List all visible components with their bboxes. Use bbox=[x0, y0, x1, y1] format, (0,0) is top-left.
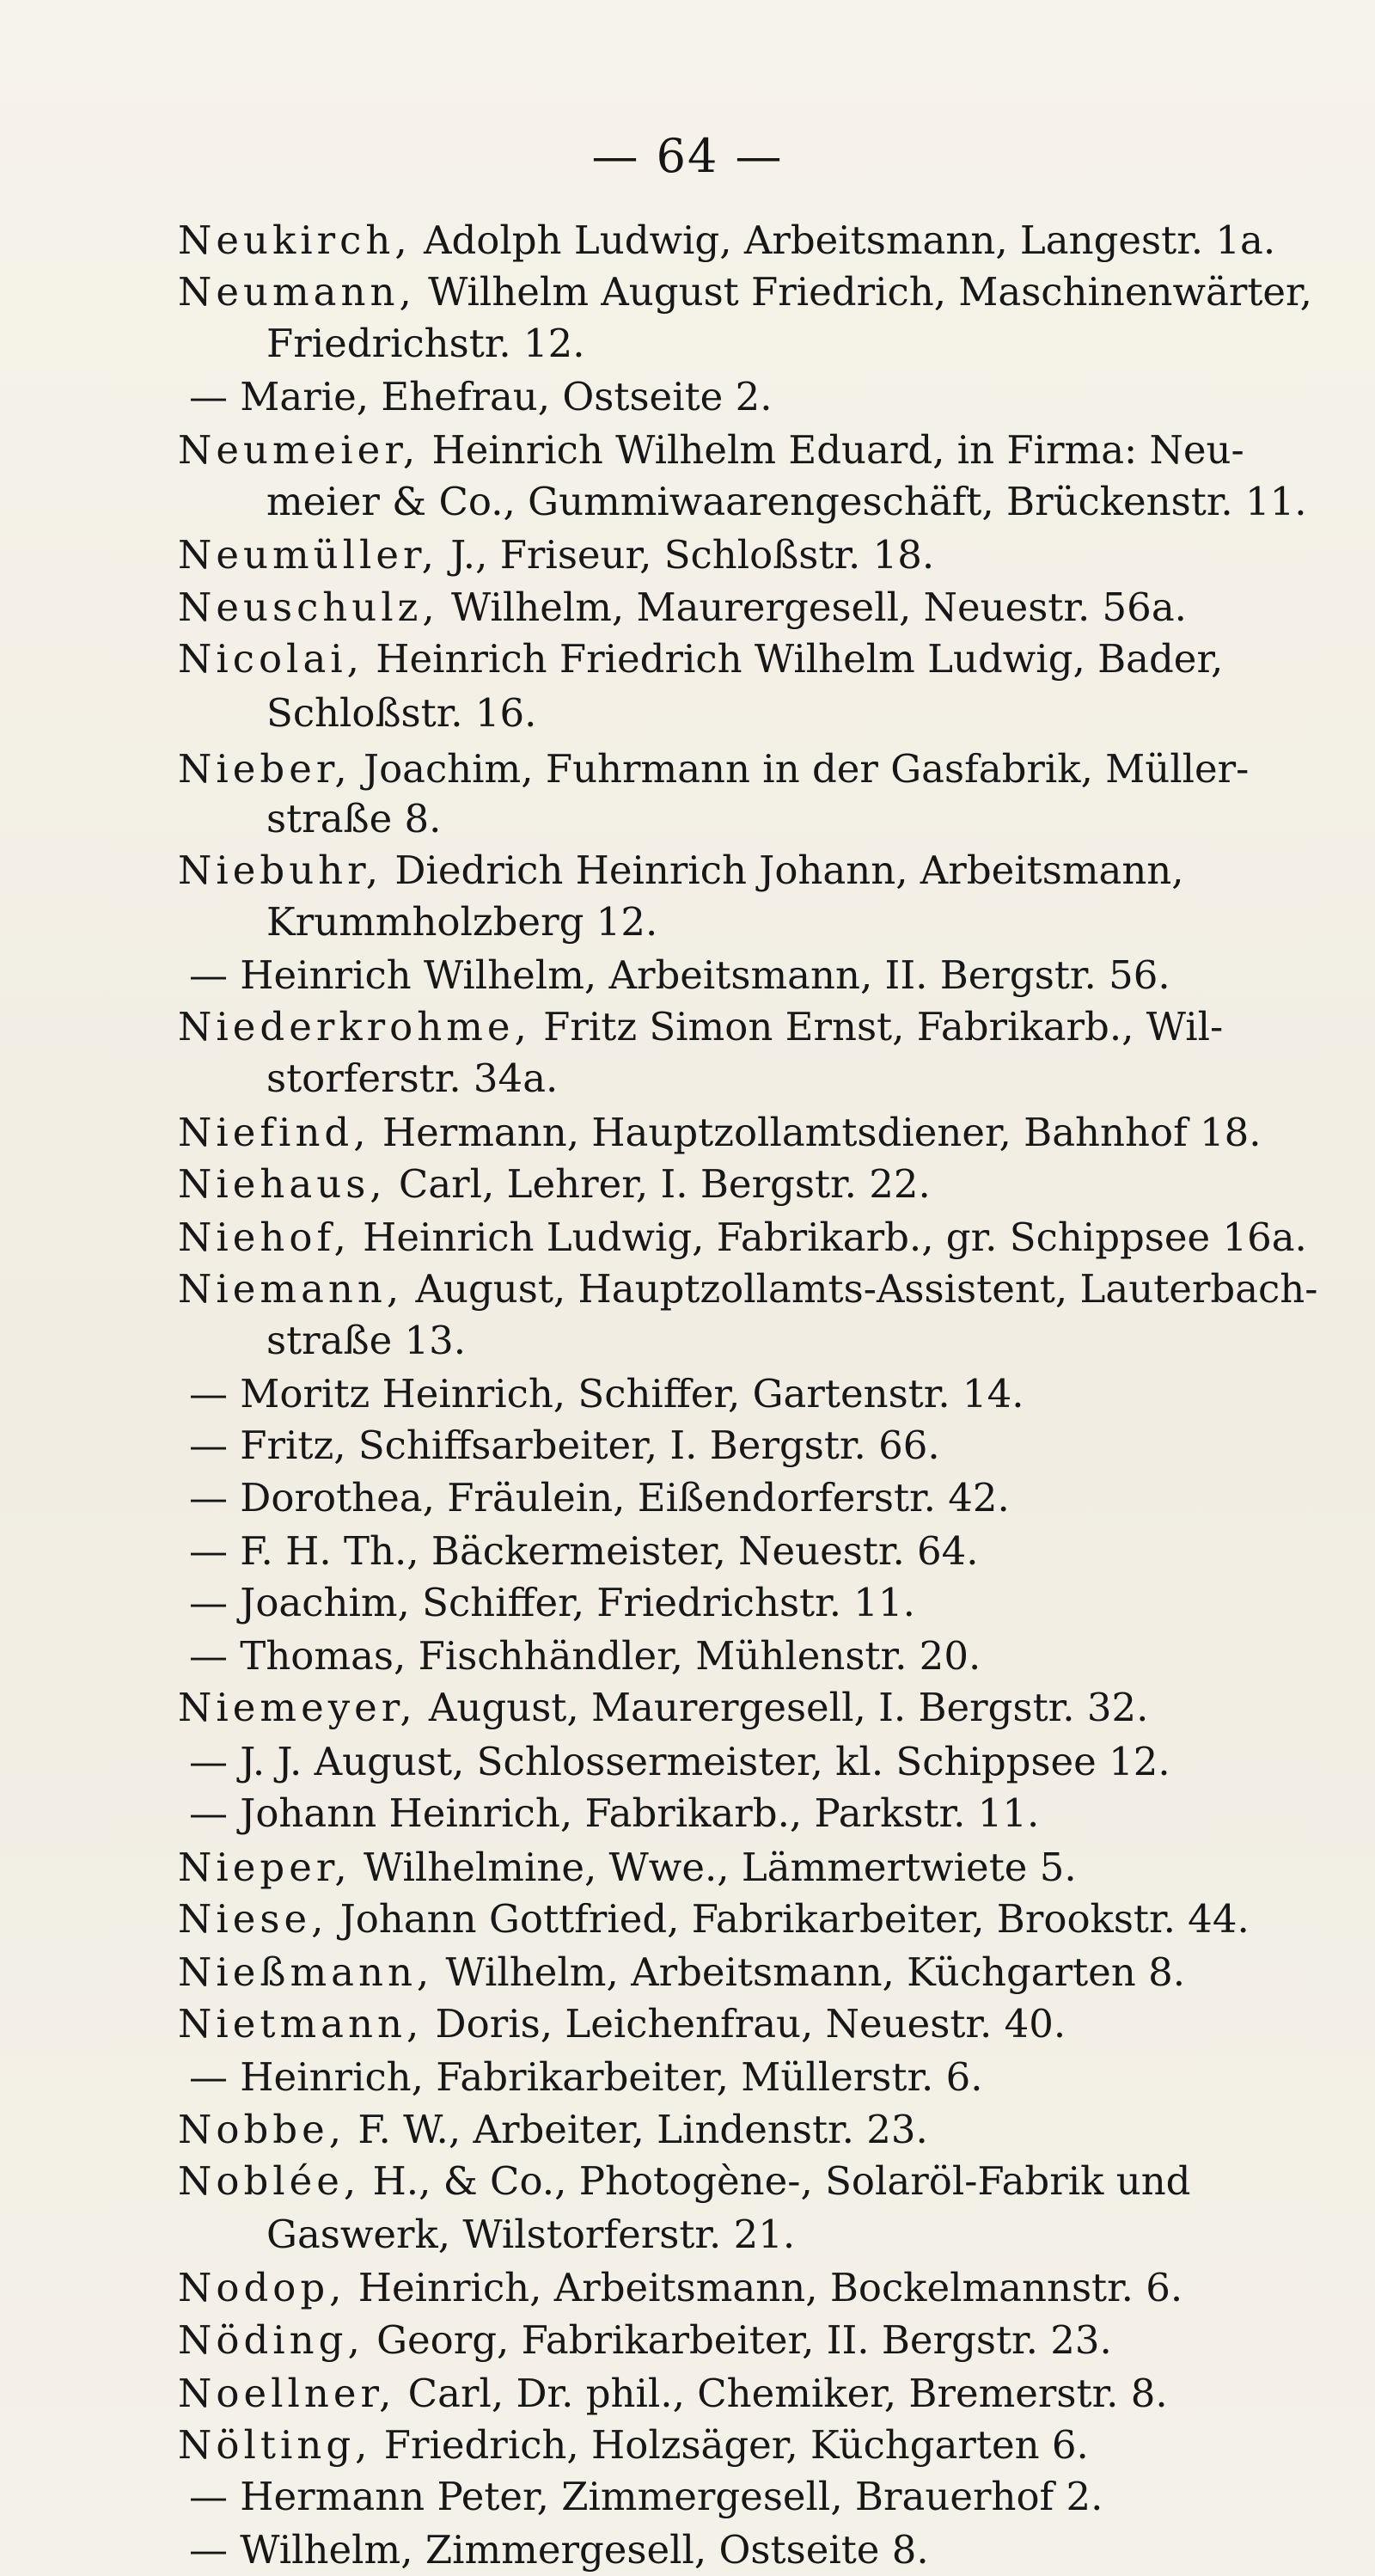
entry-line bbox=[178, 1682, 1148, 1734]
entry-line bbox=[178, 1998, 1066, 2050]
entry-text: — Marie, Ehefrau, Ostseite 2. bbox=[189, 374, 773, 419]
entry-text: Doris, Leichenfrau, Neuestr. 40. bbox=[423, 2001, 1066, 2047]
entry-text: Wilhelm, Maurergesell, Neuestr. 56a. bbox=[438, 584, 1187, 630]
entry-surname: Nicolai, bbox=[178, 636, 364, 682]
entry-text: — Heinrich Wilhelm, Arbeitsmann, II. Bergstr. 56. bbox=[189, 952, 1170, 998]
entry-surname: Nölting, bbox=[178, 2422, 372, 2468]
entry-surname: Neumeier, bbox=[178, 427, 420, 473]
entry-line bbox=[178, 1212, 1307, 1264]
entry-text: Fritz Simon Ernst, Fabrikarb., Wil- bbox=[530, 1004, 1224, 1049]
entry-text: Diedrich Heinrich Johann, Arbeitsmann, bbox=[382, 847, 1184, 893]
entry-line bbox=[266, 1315, 466, 1367]
entry-text: — Moritz Heinrich, Schiffer, Gartenstr. 14. bbox=[189, 1371, 1024, 1416]
entry-surname: Neumüller, bbox=[178, 532, 438, 578]
entry-line bbox=[266, 2209, 795, 2261]
entry-text: Friedrich, Holzsäger, Küchgarten 6. bbox=[371, 2422, 1089, 2468]
entry-text: Carl, Dr. phil., Chemiker, Bremerstr. 8. bbox=[395, 2371, 1168, 2416]
entry-line bbox=[178, 1894, 1250, 1945]
entry-surname: Niebuhr, bbox=[178, 847, 383, 893]
entry-line bbox=[189, 1788, 1039, 1839]
entry-text: Wilhelm August Friedrich, Maschinenwärter, bbox=[415, 269, 1312, 315]
entry-line bbox=[178, 529, 934, 581]
entry-text: Wilhelmine, Wwe., Lämmertwiete 5. bbox=[351, 1845, 1077, 1890]
entry-text: storferstr. 34a. bbox=[266, 1055, 559, 1101]
entry-text: — Fritz, Schiffsarbeiter, I. Bergstr. 66. bbox=[189, 1423, 940, 1468]
entry-text: F. W., Arbeiter, Lindenstr. 23. bbox=[345, 2107, 928, 2152]
entry-line bbox=[266, 1053, 558, 1104]
entry-surname: Nieper, bbox=[178, 1845, 351, 1890]
entry-text: Schloßstr. 16. bbox=[266, 690, 537, 736]
entry-surname: Neuschulz, bbox=[178, 584, 439, 630]
entry-line bbox=[178, 2262, 1182, 2314]
entry-text: Heinrich Wilhelm Eduard, in Firma: Neu- bbox=[419, 427, 1244, 473]
entry-line bbox=[189, 2524, 929, 2576]
entry-text: — Joachim, Schiffer, Friedrichstr. 11. bbox=[189, 1580, 915, 1625]
entry-surname: Niese, bbox=[178, 1896, 328, 1942]
entry-line bbox=[178, 2368, 1168, 2420]
entry-line bbox=[189, 1472, 1010, 1524]
entry-line bbox=[178, 1842, 1077, 1894]
entry-text: Heinrich Ludwig, Fabrikarb., gr. Schippsee 16a. bbox=[350, 1215, 1307, 1260]
entry-line bbox=[178, 1264, 1317, 1315]
entry-surname: Niederkrohme, bbox=[178, 1004, 531, 1049]
entry-line bbox=[266, 476, 1307, 528]
entry-surname: Noellner, bbox=[178, 2371, 396, 2416]
entry-text: Wilhelm, Arbeitsmann, Küchgarten 8. bbox=[433, 1949, 1186, 1995]
entry-surname: Neukirch, bbox=[178, 217, 412, 263]
entry-line bbox=[189, 1736, 1170, 1788]
entry-surname: Nöding, bbox=[178, 2317, 364, 2363]
entry-line bbox=[178, 633, 1223, 685]
entry-text: Hermann, Hauptzollamtsdiener, Bahnhof 18. bbox=[370, 1110, 1262, 1155]
entry-line bbox=[178, 2104, 928, 2156]
entry-text: straße 13. bbox=[266, 1318, 467, 1363]
entry-text: Friedrichstr. 12. bbox=[266, 321, 585, 366]
entry-text: Heinrich Friedrich Wilhelm Ludwig, Bader, bbox=[363, 636, 1224, 682]
entry-line bbox=[189, 2471, 1103, 2523]
entry-line bbox=[178, 2315, 1112, 2366]
entry-line bbox=[189, 950, 1170, 1001]
entry-line bbox=[178, 1107, 1262, 1159]
entry-surname: Niehaus, bbox=[178, 1161, 387, 1207]
entry-text: straße 8. bbox=[266, 796, 442, 841]
entry-surname: Niemann, bbox=[178, 1266, 404, 1312]
entry-surname: Neumann, bbox=[178, 269, 416, 315]
entry-surname: Nieber, bbox=[178, 746, 351, 792]
entry-text: meier & Co., Gummiwaarengeschäft, Brückenstr. 11. bbox=[266, 479, 1307, 524]
entry-text: Gaswerk, Wilstorferstr. 21. bbox=[266, 2212, 796, 2257]
entry-text: — Thomas, Fischhändler, Mühlenstr. 20. bbox=[189, 1633, 981, 1679]
entry-line bbox=[178, 845, 1184, 896]
entry-text: Johann Gottfried, Fabrikarbeiter, Brookstr. 44. bbox=[327, 1896, 1250, 1942]
entry-text: Adolph Ludwig, Arbeitsmann, Langestr. 1a. bbox=[411, 217, 1276, 263]
page-number: — 64 — bbox=[591, 129, 784, 183]
entry-text: — F. H. Th., Bäckermeister, Neuestr. 64. bbox=[189, 1528, 979, 1574]
entry-line bbox=[266, 896, 657, 948]
entry-line bbox=[178, 582, 1187, 633]
entry-line bbox=[189, 1577, 915, 1629]
entry-line bbox=[189, 371, 773, 423]
entry-text: Heinrich, Arbeitsmann, Bockelmannstr. 6. bbox=[345, 2265, 1183, 2310]
entry-surname: Noblée, bbox=[178, 2158, 361, 2204]
entry-text: Joachim, Fuhrmann in der Gasfabrik, Müller- bbox=[351, 746, 1250, 792]
entry-surname: Nietmann, bbox=[178, 2001, 424, 2047]
entry-line bbox=[178, 1001, 1223, 1053]
entry-line bbox=[178, 266, 1312, 318]
entry-text: Georg, Fabrikarbeiter, II. Bergstr. 23. bbox=[364, 2317, 1112, 2363]
entry-surname: Nobbe, bbox=[178, 2107, 346, 2152]
entry-line bbox=[266, 793, 441, 845]
entry-line bbox=[266, 318, 585, 370]
entry-line bbox=[178, 1159, 931, 1210]
entry-line bbox=[189, 1526, 979, 1577]
entry-line bbox=[178, 2420, 1089, 2471]
entry-line bbox=[189, 1631, 981, 1682]
entry-text: — Hermann Peter, Zimmergesell, Brauerhof 2. bbox=[189, 2474, 1103, 2519]
entry-line bbox=[189, 2052, 983, 2103]
entry-line bbox=[178, 215, 1275, 266]
entry-text: — Wilhelm, Zimmergesell, Ostseite 8. bbox=[189, 2527, 929, 2573]
entry-text: — Dorothea, Fräulein, Eißendorferstr. 42. bbox=[189, 1475, 1010, 1521]
entry-text: August, Maurergesell, I. Bergstr. 32. bbox=[416, 1685, 1149, 1730]
entry-text: — J. J. August, Schlossermeister, kl. Schippsee 12. bbox=[189, 1739, 1170, 1784]
entry-line bbox=[189, 1420, 940, 1472]
entry-text: Krummholzberg 12. bbox=[266, 899, 658, 945]
entry-surname: Niefind, bbox=[178, 1110, 370, 1155]
entry-line bbox=[178, 2156, 1190, 2207]
entry-text: J., Friseur, Schloßstr. 18. bbox=[437, 532, 935, 578]
entry-line bbox=[178, 1947, 1185, 1998]
entry-surname: Nießmann, bbox=[178, 1949, 434, 1995]
entry-line bbox=[178, 743, 1249, 795]
entry-text: H., & Co., Photogène-, Solaröl-Fabrik und bbox=[360, 2158, 1191, 2204]
entry-surname: Nodop, bbox=[178, 2265, 346, 2310]
entry-line bbox=[178, 425, 1244, 476]
entry-surname: Niehof, bbox=[178, 1215, 351, 1260]
entry-text: August, Hauptzollamts-Assistent, Lauterbach- bbox=[403, 1266, 1318, 1312]
entry-text: — Johann Heinrich, Fabrikarb., Parkstr. 11. bbox=[189, 1790, 1040, 1836]
entry-text: Carl, Lehrer, I. Bergstr. 22. bbox=[386, 1161, 931, 1207]
entry-line bbox=[189, 1368, 1024, 1420]
entry-line bbox=[266, 688, 536, 739]
entry-text: — Heinrich, Fabrikarbeiter, Müllerstr. 6. bbox=[189, 2054, 983, 2100]
entry-surname: Niemeyer, bbox=[178, 1685, 417, 1730]
